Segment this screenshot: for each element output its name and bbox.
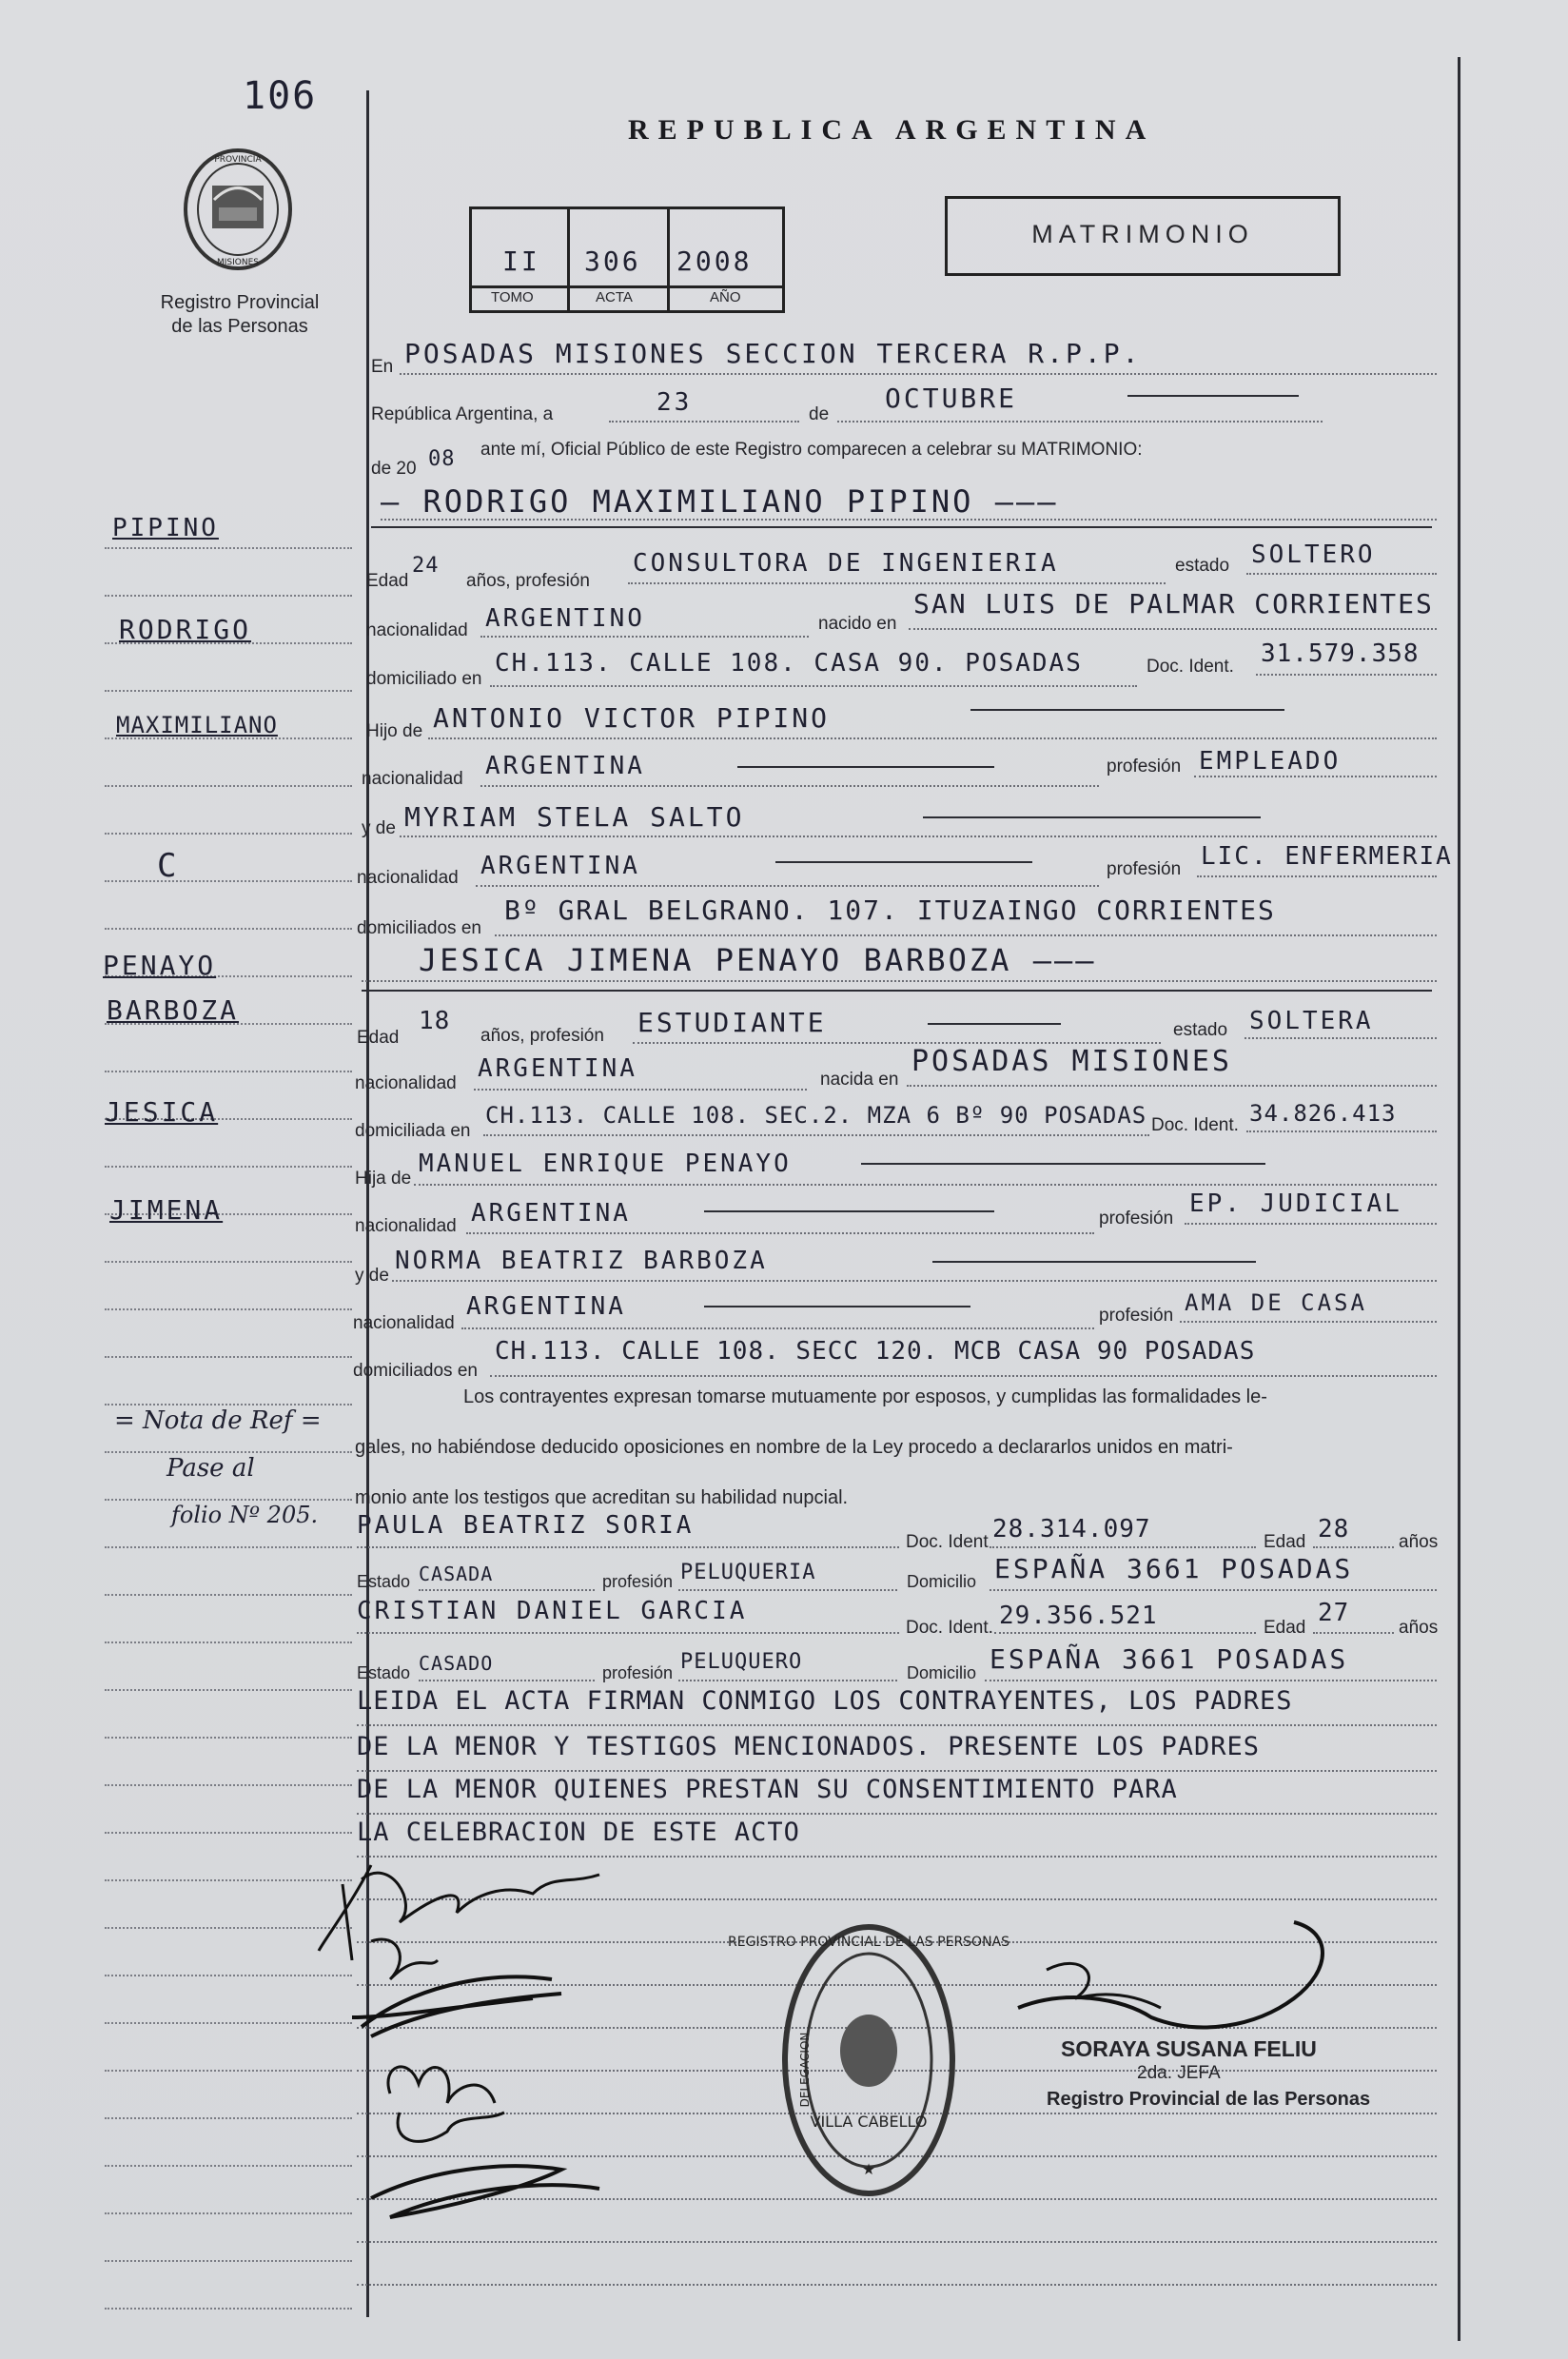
witness2-domicilio: ESPAÑA 3661 POSADAS [990, 1643, 1349, 1675]
year-prefix: de 20 [371, 459, 417, 479]
groom-doc: 31.579.358 [1261, 639, 1420, 668]
bride-padre-prof-label: profesión [1099, 1209, 1174, 1229]
intro-statement: ante mí, Oficial Público de este Registro comparecen a celebrar su MATRIMONIO: [480, 440, 1143, 460]
groom-edad-label: Edad [366, 571, 409, 591]
acta-value: 306 [584, 246, 641, 277]
closing-line3: DE LA MENOR QUIENES PRESTAN SU CONSENTIMIENTO PARA [357, 1775, 1178, 1804]
margin-note-line2: Pase al [167, 1454, 255, 1483]
bride-madre-nac-label: nacionalidad [353, 1313, 455, 1333]
groom-madre-prof: LIC. ENFERMERIA [1201, 842, 1453, 871]
official-name: SORAYA SUSANA FELIU [1061, 2036, 1317, 2061]
doc-type-box [945, 196, 1341, 276]
republic-label: República Argentina, a [371, 404, 554, 424]
bride-edad-label: Edad [357, 1028, 400, 1048]
margin-letter-c: C [157, 847, 180, 885]
witness1-estado: CASADA [419, 1563, 494, 1585]
margin-surname-penayo: PENAYO [103, 950, 217, 981]
office-name-line2: de las Personas [171, 316, 308, 337]
margin-note-line3: folio Nº 205. [171, 1502, 319, 1528]
bride-padre-prof: EP. JUDICIAL [1189, 1189, 1402, 1218]
groom-estado-label: estado [1175, 556, 1230, 576]
padre-nac-label: nacionalidad [362, 769, 463, 789]
groom-padre: ANTONIO VICTOR PIPINO [433, 702, 831, 734]
witness2-name: CRISTIAN DANIEL GARCIA [357, 1597, 748, 1625]
groom-profesion-label: años, profesión [466, 571, 590, 591]
bride-padre: MANUEL ENRIQUE PENAYO [419, 1150, 792, 1178]
bride-padres-dom-label: domiciliados en [353, 1361, 478, 1381]
witness2-edad: 27 [1318, 1599, 1350, 1627]
bride-madre-prof-label: profesión [1099, 1306, 1174, 1326]
groom-nac-label: nacionalidad [366, 620, 468, 640]
official-title: 2da. JEFA [1137, 2063, 1221, 2083]
seal-text-top: PROVINCIA [214, 155, 262, 165]
bride-doc-label: Doc. Ident. [1151, 1115, 1239, 1135]
margin-surname-barboza: BARBOZA [107, 994, 240, 1026]
bride-padre-nac-label: nacionalidad [355, 1216, 457, 1236]
groom-name: RODRIGO MAXIMILIANO PIPINO [422, 483, 974, 520]
closing-line1: LEIDA EL ACTA FIRMAN CONMIGO LOS CONTRAYENTES, LOS PADRES [357, 1686, 1293, 1716]
day-value: 23 [657, 388, 693, 417]
en-label: En [371, 357, 394, 377]
groom-hijo-label: Hijo de [366, 721, 423, 741]
tomo-value: II [502, 246, 540, 277]
office-name-line1: Registro Provincial [160, 292, 320, 313]
bride-y-de-label: y de [355, 1266, 389, 1286]
contracting-parties-signatures-icon [314, 1827, 676, 2246]
ano-label: AÑO [710, 289, 741, 305]
witness1-doc: 28.314.097 [992, 1515, 1151, 1543]
bride-dom-label: domiciliada en [355, 1121, 471, 1141]
groom-nac: ARGENTINO [485, 604, 645, 633]
witness2-doc-label: Doc. Ident. [906, 1618, 993, 1638]
record-box [469, 206, 785, 313]
country-header: REPUBLICA ARGENTINA [628, 114, 1156, 146]
bride-doc: 34.826.413 [1249, 1100, 1397, 1127]
witness2-edad-label: Edad [1264, 1618, 1306, 1638]
witness1-anos-label: años [1399, 1532, 1439, 1552]
witness1-profesion-label: profesión [602, 1572, 674, 1591]
witness2-doc: 29.356.521 [999, 1602, 1158, 1630]
provincial-seal-icon [176, 143, 300, 276]
y-de-label: y de [362, 818, 396, 838]
groom-padres-dom: Bº GRAL BELGRANO. 107. ITUZAINGO CORRIENTES [504, 894, 1276, 926]
declaration-line2: gales, no habiéndose deducido oposiciones en nombre de la Ley procedo a declararlos unidos en matri- [355, 1437, 1233, 1458]
groom-nacido-label: nacido en [818, 614, 897, 634]
official-signature-icon [1009, 1913, 1351, 2046]
ano-value: 2008 [676, 246, 753, 277]
doc-type: MATRIMONIO [1031, 220, 1254, 248]
place-value: POSADAS MISIONES SECCION TERCERA R.P.P. [404, 338, 1142, 369]
bride-domicilio: CH.113. CALLE 108. SEC.2. MZA 6 Bº 90 POSADAS [485, 1102, 1147, 1129]
witness2-profesion-label: profesión [602, 1663, 674, 1682]
delegation-rubber-stamp-icon [727, 1917, 1010, 2203]
groom-padre-prof: EMPLEADO [1199, 747, 1342, 776]
witness2-estado-label: Estado [357, 1663, 411, 1682]
groom-madre-nac: ARGENTINA [480, 852, 640, 880]
stamp-inner-text: VILLA CABELLO [810, 2113, 928, 2131]
groom-nacido: SAN LUIS DE PALMAR CORRIENTES [913, 588, 1434, 619]
bride-nac: ARGENTINA [478, 1054, 637, 1083]
groom-padre-nac: ARGENTINA [485, 752, 645, 780]
seal-text-bottom: MISIONES [216, 258, 260, 267]
margin-note-title: = Nota de Ref = [114, 1406, 322, 1435]
witness2-anos-label: años [1399, 1618, 1439, 1638]
svg-text:★: ★ [861, 2160, 876, 2178]
bride-nacida-label: nacida en [820, 1070, 899, 1090]
witness1-domicilio-label: Domicilio [907, 1572, 977, 1591]
bride-profesion: ESTUDIANTE [637, 1007, 827, 1038]
groom-domicilio: CH.113. CALLE 108. CASA 90. POSADAS [495, 649, 1083, 678]
margin-name-maximiliano: MAXIMILIANO [116, 712, 278, 738]
witness1-name: PAULA BEATRIZ SORIA [357, 1511, 695, 1540]
witness2-estado: CASADO [419, 1652, 494, 1675]
declaration-line3: monio ante los testigos que acreditan su habilidad nupcial. [355, 1487, 849, 1508]
groom-madre: MYRIAM STELA SALTO [404, 801, 745, 833]
bride-edad: 18 [419, 1007, 451, 1035]
month-value: OCTUBRE [885, 383, 1018, 414]
padre-prof-label: profesión [1107, 757, 1182, 777]
bride-estado: SOLTERA [1249, 1007, 1374, 1035]
witness1-edad: 28 [1318, 1515, 1350, 1543]
de-label: de [809, 404, 830, 424]
official-office: Registro Provincial de las Personas [1047, 2089, 1371, 2110]
groom-name-line: — RODRIGO MAXIMILIANO PIPINO ——— [381, 483, 1059, 520]
groom-edad: 24 [412, 554, 440, 578]
declaration-line1: Los contrayentes expresan tomarse mutuamente por esposos, y cumplidas las formalidades le- [463, 1386, 1267, 1407]
bride-nacida: POSADAS MISIONES [911, 1045, 1232, 1078]
witness2-profesion: PELUQUERO [680, 1650, 803, 1674]
witness2-domicilio-label: Domicilio [907, 1663, 977, 1682]
closing-line2: DE LA MENOR Y TESTIGOS MENCIONADOS. PRESENTE LOS PADRES [357, 1732, 1261, 1761]
margin-name-rodrigo: RODRIGO [119, 614, 252, 645]
bride-madre-nac: ARGENTINA [466, 1292, 626, 1321]
bride-padre-nac: ARGENTINA [471, 1199, 631, 1228]
witness1-doc-label: Doc. Ident [906, 1532, 989, 1552]
bride-nac-label: nacionalidad [355, 1073, 457, 1093]
tomo-label: TOMO [491, 289, 534, 305]
right-border-rule [1458, 57, 1460, 2341]
groom-estado: SOLTERO [1251, 541, 1376, 569]
groom-doc-label: Doc. Ident. [1147, 657, 1234, 677]
bride-madre: NORMA BEATRIZ BARBOZA [395, 1247, 768, 1275]
margin-surname-pipino: PIPINO [112, 514, 219, 542]
witness1-domicilio: ESPAÑA 3661 POSADAS [994, 1553, 1354, 1584]
closing-line4: LA CELEBRACION DE ESTE ACTO [357, 1818, 800, 1847]
stamp-left-text: DELEGACION [798, 2032, 812, 2108]
madre-prof-label: profesión [1107, 859, 1182, 879]
witness1-estado-label: Estado [357, 1572, 411, 1591]
witness1-edad-label: Edad [1264, 1532, 1306, 1552]
page-number: 106 [243, 74, 318, 118]
acta-label: ACTA [596, 289, 633, 305]
groom-profesion: CONSULTORA DE INGENIERIA [633, 549, 1059, 578]
margin-name-jimena: JIMENA [109, 1194, 224, 1226]
groom-padres-dom-label: domiciliados en [357, 918, 481, 938]
bride-profesion-label: años, profesión [480, 1026, 604, 1046]
witness1-profesion: PELUQUERIA [680, 1561, 816, 1584]
bride-name: JESICA JIMENA PENAYO BARBOZA [419, 942, 1012, 978]
margin-name-jesica: JESICA [105, 1096, 219, 1128]
bride-hija-label: Hija de [355, 1169, 412, 1189]
bride-padres-dom: CH.113. CALLE 108. SECC 120. MCB CASA 90 POSADAS [495, 1337, 1256, 1366]
year-value: 08 [428, 447, 456, 471]
bride-madre-prof: AMA DE CASA [1185, 1289, 1367, 1316]
madre-nac-label: nacionalidad [357, 868, 459, 888]
groom-dom-label: domiciliado en [366, 669, 482, 689]
bride-name-line: JESICA JIMENA PENAYO BARBOZA ——— [419, 942, 1097, 978]
bride-estado-label: estado [1173, 1020, 1228, 1040]
stamp-outer-text: REGISTRO PROVINCIAL DE LAS PERSONAS [727, 1935, 1010, 1950]
